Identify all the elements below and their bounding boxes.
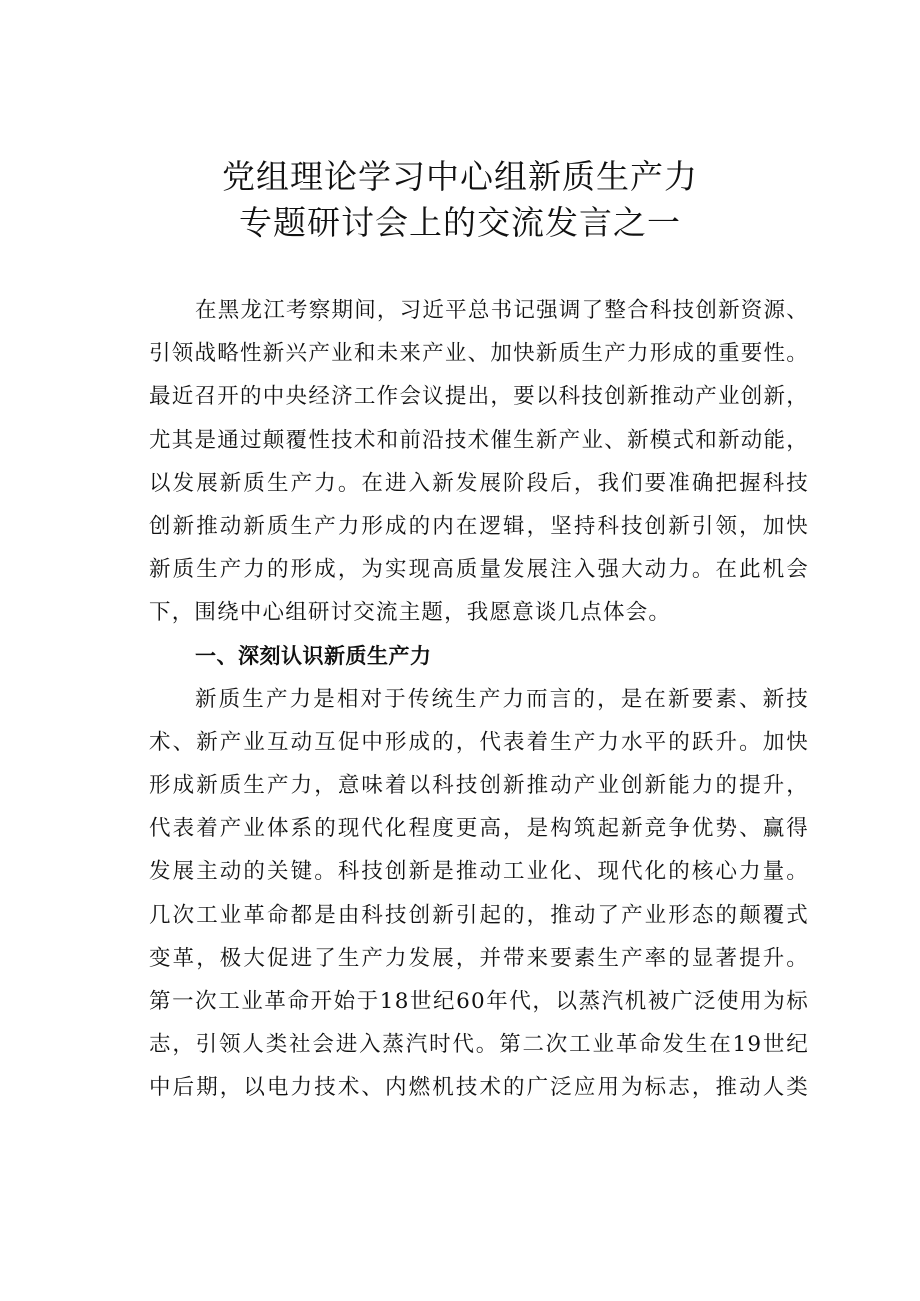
- paragraph-line: 术、新产业互动互促中形成的，代表着生产力水平的跃升。加快: [149, 729, 809, 755]
- title-line-2: 专题研讨会上的交流发言之一: [239, 203, 681, 242]
- paragraph-line: 创新推动新质生产力形成的内在逻辑，坚持科技创新引领，加快: [149, 513, 809, 539]
- section-heading: 一、深刻认识新质生产力: [195, 643, 432, 668]
- title-line-1: 党组理论学习中心组新质生产力: [222, 157, 698, 196]
- paragraph-line: 第一次工业革命开始于18世纪60年代，以蒸汽机被广泛使用为标: [149, 989, 809, 1014]
- document-title: [120, 154, 800, 246]
- paragraph-line: 几次工业革命都是由科技创新引起的，推动了产业形态的颠覆式: [149, 902, 809, 928]
- paragraph-line: 以发展新质生产力。在进入新发展阶段后，我们要准确把握科技: [149, 470, 809, 496]
- document-body: [149, 289, 809, 1110]
- paragraph-line: 变革，极大促进了生产力发展，并带来要素生产率的显著提升。: [149, 945, 809, 971]
- paragraph-line: 新质生产力的形成，为实现高质量发展注入强大动力。在此机会: [149, 557, 809, 583]
- paragraph-line: 最近召开的中央经济工作会议提出，要以科技创新推动产业创新，: [149, 384, 809, 410]
- paragraph-line: 下，围绕中心组研讨交流主题，我愿意谈几点体会。: [149, 600, 672, 626]
- paragraph-line: 形成新质生产力，意味着以科技创新推动产业创新能力的提升，: [149, 773, 809, 799]
- paragraph-line: 发展主动的关键。科技创新是推动工业化、现代化的核心力量。: [149, 859, 809, 885]
- paragraph-line: 引领战略性新兴产业和未来产业、加快新质生产力形成的重要性。: [149, 341, 809, 367]
- paragraph-line: 尤其是通过颠覆性技术和前沿技术催生新产业、新模式和新动能，: [149, 427, 809, 453]
- paragraph-line: 在黑龙江考察期间，习近平总书记强调了整合科技创新资源、: [195, 298, 809, 323]
- paragraph-line: 新质生产力是相对于传统生产力而言的，是在新要素、新技: [195, 686, 809, 712]
- paragraph-line: 志，引领人类社会进入蒸汽时代。第二次工业革命发生在19世纪: [149, 1032, 809, 1058]
- paragraph-line: 中后期，以电力技术、内燃机技术的广泛应用为标志，推动人类: [149, 1075, 809, 1101]
- paragraph-line: 代表着产业体系的现代化程度更高，是构筑起新竞争优势、赢得: [149, 816, 809, 842]
